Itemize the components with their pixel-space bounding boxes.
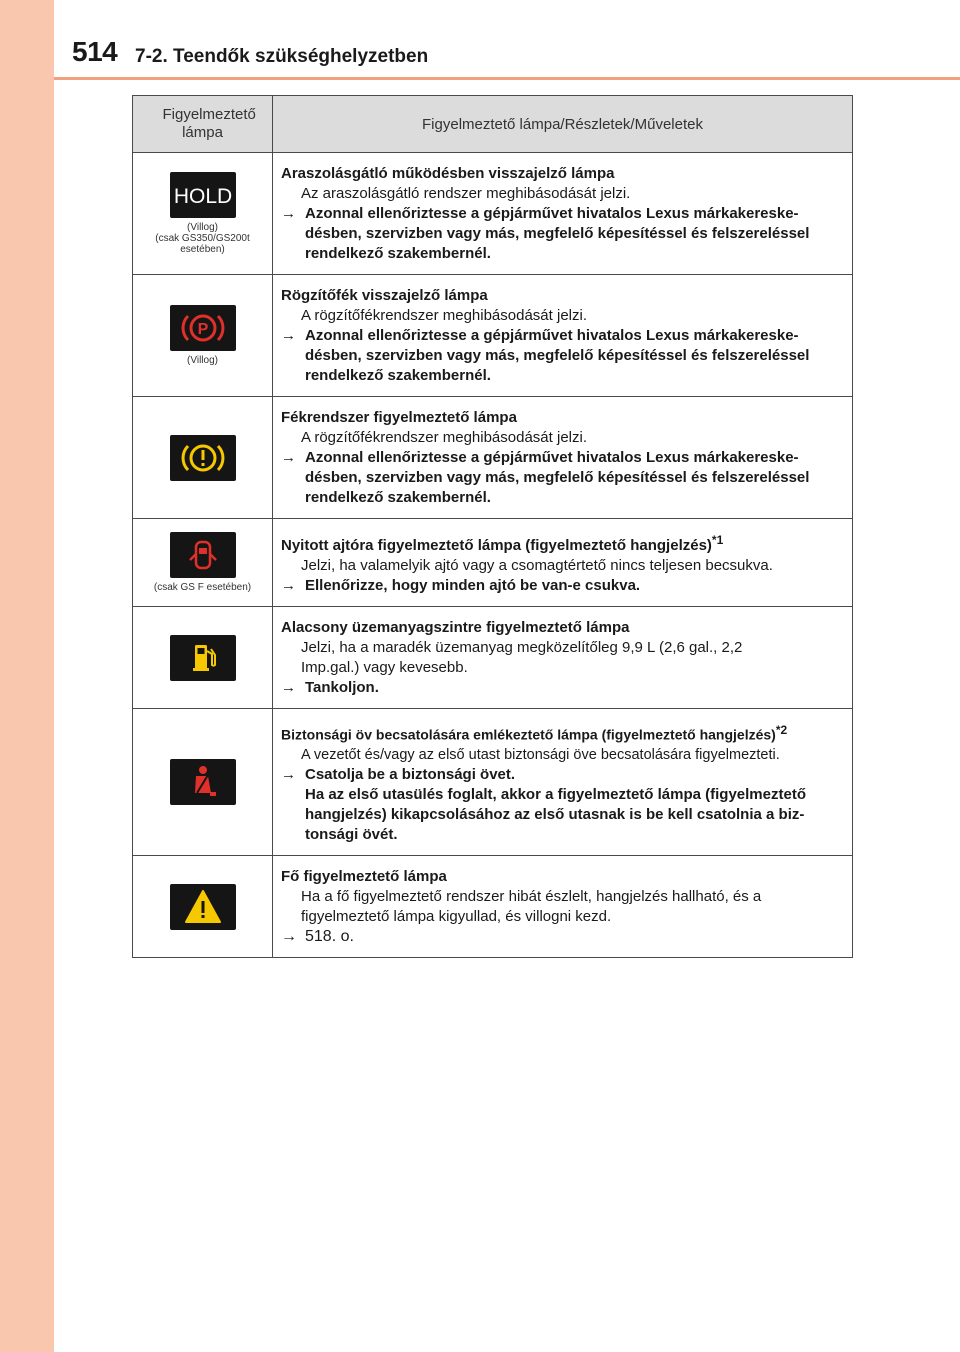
lamp-note: (Villog) — [187, 355, 218, 366]
desc-cell — [273, 397, 853, 519]
fuel-pump-icon — [170, 635, 236, 681]
lamp-cell — [133, 856, 273, 958]
row-body: A rögzítőfékrendszer meghibásodását jelzi. — [301, 307, 587, 324]
footnote-marker: *2 — [775, 723, 788, 737]
table-row — [133, 856, 853, 958]
lamp-cell — [133, 153, 273, 275]
svg-text:P: P — [197, 321, 208, 338]
lamp-cell — [133, 709, 273, 856]
row-action: → Azonnal ellenőriztesse a gépjárművet hivatalos Lexus márkakereske-désben, szervizben vagy más, megfelelő képesítéssel és felszereléssel rendelkező szakembernél. — [281, 449, 810, 506]
row-title: Nyitott ajtóra figyelmeztető lámpa (figyelmeztető hangjelzés)$^{*1}$ — [281, 533, 724, 554]
row-title: Rögzítőfék visszajelző lámpa — [281, 287, 488, 304]
header-details: Figyelmeztető lámpa/Részletek/Műveletek — [273, 96, 853, 153]
lamp-cell — [133, 275, 273, 397]
desc-cell — [273, 856, 853, 958]
row-body: A vezetőt és/vagy az első utast biztonsági öve becsatolására figyelmezteti. — [301, 746, 780, 763]
row-action: → Azonnal ellenőriztesse a gépjárművet hivatalos Lexus márkakereske-désben, szervizben vagy más, megfelelő képesítéssel és felszereléssel rendelkező szakembernél. — [281, 327, 810, 384]
header-rule — [54, 77, 960, 80]
table-row — [133, 607, 853, 709]
brake-warning-icon — [170, 435, 236, 481]
header-lamp: Figyelmeztető lámpa — [133, 96, 273, 153]
row-action: → Ellenőrizze, hogy minden ajtó be van-e csukva. — [281, 577, 641, 594]
lamp-note: (Villog) (csak GS350/GS200t esetében) — [155, 222, 250, 255]
hold-indicator-label: HOLD — [173, 185, 232, 208]
warning-lamp-table — [132, 95, 853, 958]
table-row — [133, 709, 853, 856]
table-header-row — [133, 96, 853, 153]
lamp-cell — [133, 607, 273, 709]
row-title: Fő figyelmeztető lámpa — [281, 868, 447, 885]
row-action: → Tankoljon. — [281, 679, 379, 696]
arrow-icon: → — [281, 577, 296, 594]
lamp-note: (csak GS F esetében) — [153, 582, 252, 593]
desc-cell — [273, 709, 853, 856]
row-action: → Csatolja be a biztonsági övet. Ha az első utasülés foglalt, akkor a figyelmeztető lámpa (figyelmeztető hangjelzés) kikapcsolásához az első utasnak is be kell csatolnia a biz-tonsági övét. — [281, 765, 806, 843]
row-title: Biztonsági öv becsatolására emlékeztető lámpa (figyelmeztető hangjelzés)$^{*2}$ — [281, 723, 788, 743]
master-warning-icon — [170, 884, 236, 930]
footnote-marker: *1 — [711, 533, 724, 547]
arrow-icon: → — [281, 928, 297, 945]
row-body: Ha a fő figyelmeztető rendszer hibát észlelt, hangjelzés hallható, és a figyelmeztető lámpa kigyullad, és villogni kezd. — [301, 888, 762, 925]
row-body: Jelzi, ha a maradék üzemanyag megközelítőleg 9,9 L (2,6 gal., 2,2 Imp.gal.) vagy kevesebb. — [301, 639, 743, 676]
arrow-icon: → — [281, 679, 296, 696]
table-row — [133, 275, 853, 397]
parking-brake-icon — [170, 305, 236, 351]
desc-cell — [273, 519, 853, 607]
page-number: 514 — [72, 36, 118, 67]
arrow-icon: → — [281, 327, 296, 344]
arrow-icon: → — [281, 205, 296, 222]
desc-cell — [273, 607, 853, 709]
row-body: Jelzi, ha valamelyik ajtó vagy a csomagtértető nincs teljesen becsukva. — [301, 557, 773, 574]
arrow-icon: → — [281, 765, 296, 783]
row-action: → Azonnal ellenőriztesse a gépjárművet hivatalos Lexus márkakereske-désben, szervizben vagy más, megfelelő képesítéssel és felszereléssel rendelkező szakembernél. — [281, 205, 810, 262]
side-color-strip — [0, 0, 54, 1352]
seatbelt-icon — [170, 759, 236, 805]
row-body: Az araszolásgátló rendszer meghibásodását jelzi. — [301, 185, 631, 202]
hold-indicator-icon — [170, 172, 236, 218]
arrow-icon: → — [281, 449, 296, 466]
lamp-cell — [133, 519, 273, 607]
row-title: Alacsony üzemanyagszintre figyelmeztető lámpa — [281, 619, 630, 636]
row-title: Fékrendszer figyelmeztető lámpa — [281, 409, 517, 426]
lamp-cell — [133, 397, 273, 519]
table-row — [133, 397, 853, 519]
table-row — [133, 519, 853, 607]
desc-cell — [273, 275, 853, 397]
section-title: 7-2. Teendők szükséghelyzetben — [135, 46, 429, 67]
row-title: Araszolásgátló működésben visszajelző lámpa — [281, 165, 615, 182]
desc-cell — [273, 153, 853, 275]
table-row — [133, 153, 853, 275]
open-door-icon — [170, 532, 236, 578]
row-action: → 518. o. — [281, 928, 354, 945]
row-body: A rögzítőfékrendszer meghibásodását jelzi. — [301, 429, 587, 446]
